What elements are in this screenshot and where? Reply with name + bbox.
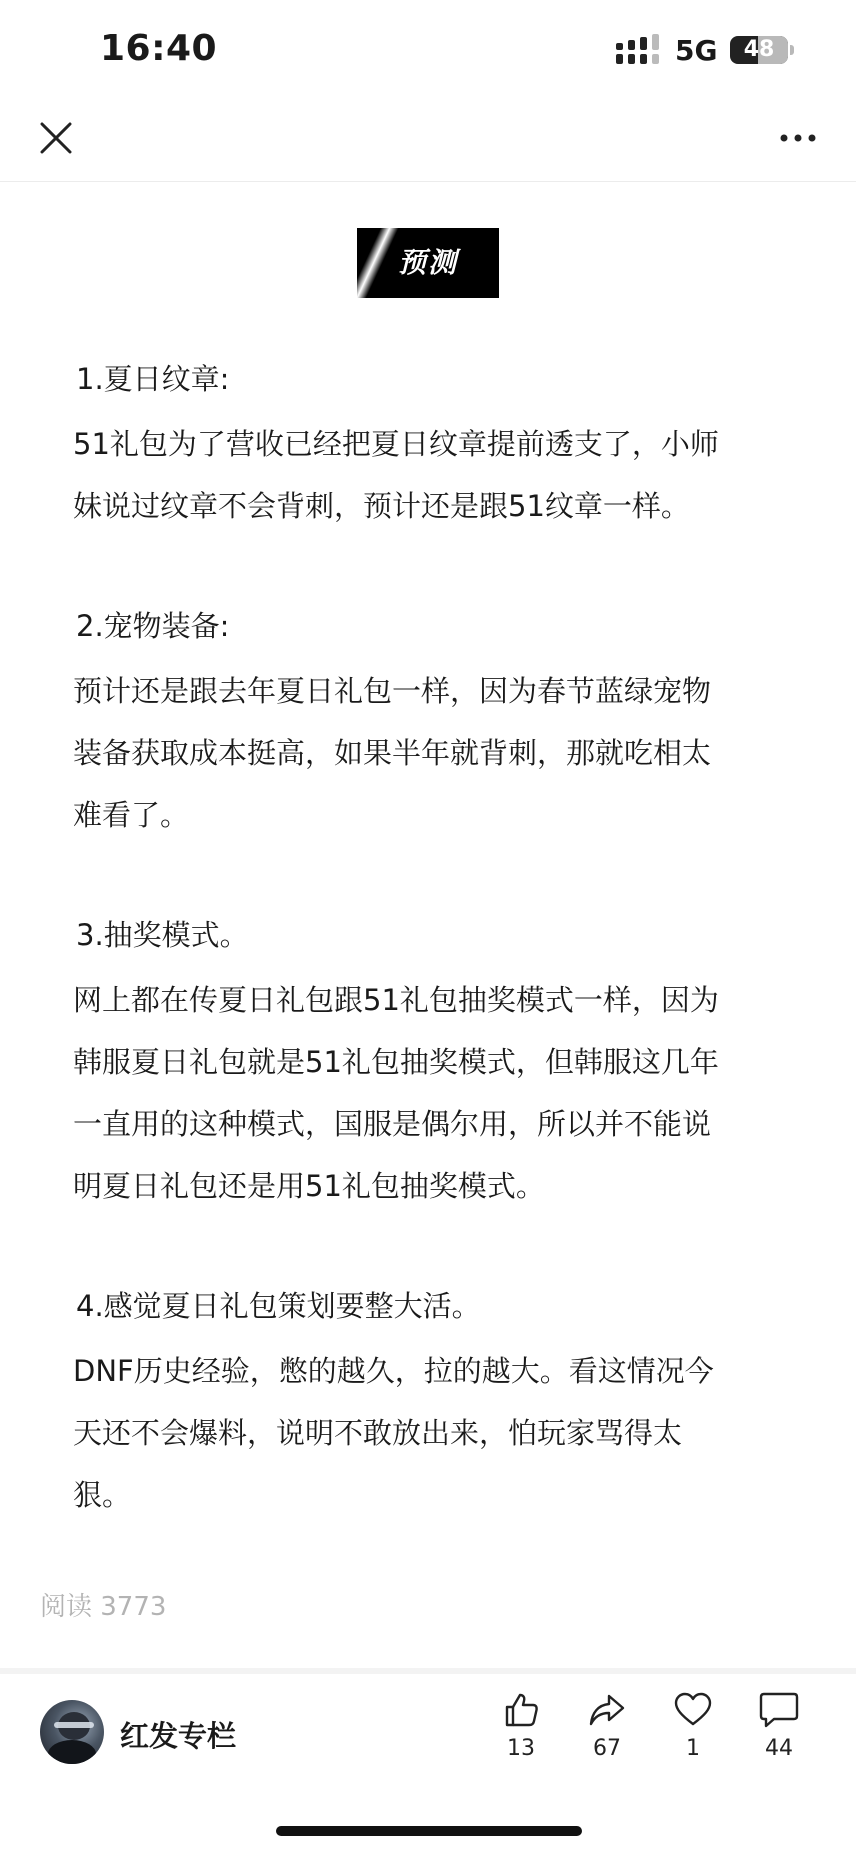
- text-line: 天还不会爆料，说明不敢放出来，怕玩家骂得太: [73, 1416, 683, 1450]
- favorite-count: 1: [686, 1736, 700, 1761]
- author-avatar[interactable]: [40, 1700, 104, 1764]
- battery-level: 48: [743, 37, 775, 62]
- text-line: 装备获取成本挺高，如果半年就背刺，那就吃相太: [73, 736, 712, 770]
- like-button[interactable]: [491, 1690, 551, 1761]
- banner-title: 预测: [397, 246, 458, 279]
- thumbs-up-icon: [501, 1690, 541, 1730]
- section-heading: 2.宠物装备:: [76, 609, 230, 643]
- text-line: 明夏日礼包还是用51礼包抽奖模式。: [73, 1169, 545, 1203]
- section-paragraph: [73, 969, 773, 1217]
- text-line: 韩服夏日礼包就是51礼包抽奖模式，但韩服这几年: [73, 1045, 719, 1079]
- battery-tip: [790, 45, 794, 55]
- text-line: 一直用的这种模式，国服是偶尔用，所以并不能说: [73, 1107, 712, 1141]
- status-bar: [0, 0, 856, 100]
- footer-divider: [0, 1668, 856, 1674]
- comment-count: 44: [765, 1736, 793, 1761]
- section-3: [73, 908, 773, 1217]
- more-dots-icon[interactable]: [778, 126, 818, 150]
- text-line: 网上都在传夏日礼包跟51礼包抽奖模式一样，因为: [73, 983, 719, 1017]
- title-banner: [357, 228, 499, 298]
- section-heading: 3.抽奖模式。: [76, 918, 249, 952]
- section-1: [73, 352, 773, 537]
- nav-bar: [0, 100, 856, 182]
- section-paragraph: [73, 660, 773, 846]
- home-indicator[interactable]: [276, 1826, 582, 1836]
- heart-icon: [673, 1690, 713, 1730]
- share-count: 67: [593, 1736, 621, 1761]
- text-line: DNF历史经验，憋的越久，拉的越大。看这情况今: [73, 1354, 714, 1388]
- article-body: [73, 352, 773, 1588]
- section-heading: 4.感觉夏日礼包策划要整大活。: [76, 1289, 481, 1323]
- text-line: 狠。: [73, 1478, 132, 1512]
- share-arrow-icon: [587, 1690, 627, 1730]
- favorite-button[interactable]: [663, 1690, 723, 1761]
- signal-bars-icon: [616, 34, 662, 64]
- section-4: [73, 1279, 773, 1526]
- section-2: [73, 599, 773, 846]
- section-heading: 1.夏日纹章:: [76, 362, 230, 396]
- battery-icon: [730, 36, 788, 64]
- like-count: 13: [507, 1736, 535, 1761]
- comment-bubble-icon: [758, 1690, 800, 1730]
- text-line: 51礼包为了营收已经把夏日纹章提前透支了，小师: [73, 427, 719, 461]
- footer-bar: [0, 1668, 856, 1852]
- status-time: 16:40: [100, 28, 218, 69]
- section-paragraph: [73, 1340, 773, 1526]
- author-name[interactable]: 红发专栏: [120, 1719, 237, 1753]
- text-line: 预计还是跟去年夏日礼包一样，因为春节蓝绿宠物: [73, 674, 712, 708]
- network-type: 5G: [675, 34, 718, 67]
- share-button[interactable]: [577, 1690, 637, 1761]
- text-line: 难看了。: [73, 798, 190, 832]
- read-count: 阅读 3773: [40, 1592, 167, 1622]
- close-icon[interactable]: [36, 118, 76, 158]
- section-paragraph: [73, 413, 773, 537]
- text-line: 妹说过纹章不会背刺，预计还是跟51纹章一样。: [73, 489, 690, 523]
- comment-button[interactable]: [749, 1690, 809, 1761]
- avatar-image: [40, 1700, 104, 1764]
